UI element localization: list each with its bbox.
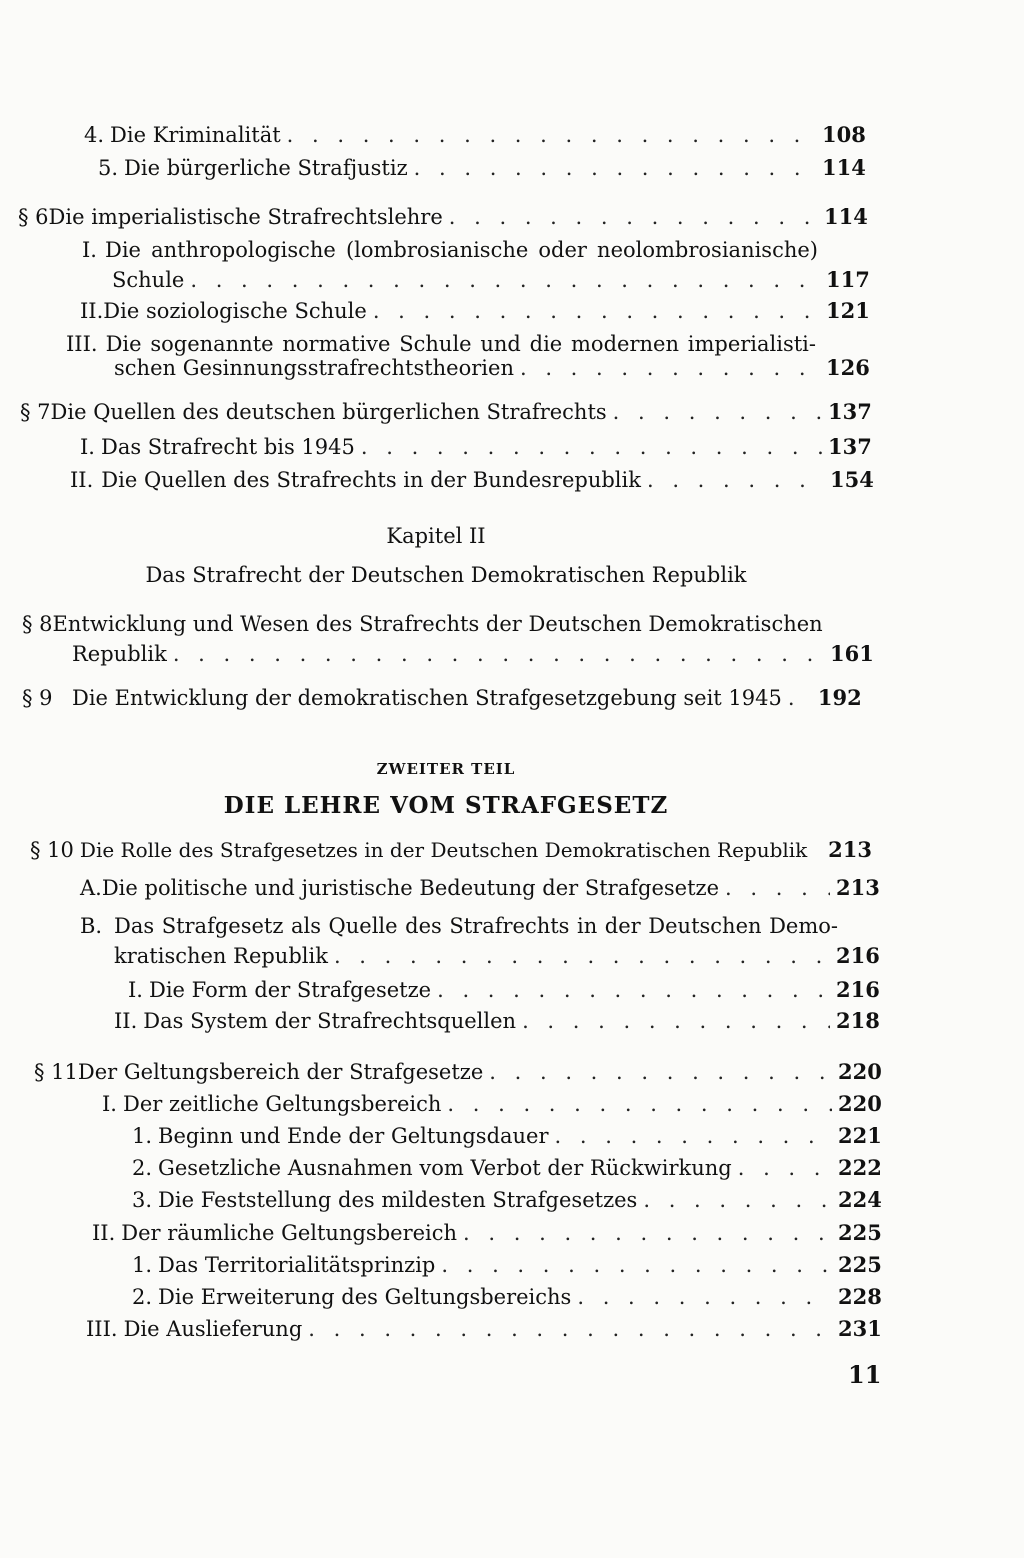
toc-entry bbox=[132, 1154, 882, 1182]
entry-number: A. bbox=[80, 876, 102, 900]
entry-title: Die Quellen des deutschen bürgerlichen Strafrechts bbox=[50, 400, 607, 424]
page-number: 213 bbox=[828, 837, 872, 862]
part-title: DIE LEHRE VOM STRAFGESETZ bbox=[223, 792, 669, 819]
toc-entry bbox=[92, 1219, 882, 1247]
leader-dots bbox=[308, 1315, 832, 1343]
entry-title: Die anthropologische (lombrosianische oder neolombrosianische) bbox=[104, 238, 818, 262]
entry-title: Der zeitliche Geltungsbereich bbox=[122, 1092, 442, 1116]
entry-title: schen Gesinnungsstrafrechtstheorien bbox=[114, 356, 514, 380]
page-number: 114 bbox=[824, 204, 868, 229]
page-number: 108 bbox=[822, 122, 866, 147]
leader-dots bbox=[173, 640, 824, 668]
toc-entry bbox=[132, 1251, 882, 1279]
entry-title: Die Erweiterung des Geltungsbereichs bbox=[158, 1285, 572, 1309]
leader-dots bbox=[437, 976, 830, 1004]
leader-dots bbox=[489, 1058, 832, 1086]
entry-number: I. bbox=[128, 978, 143, 1002]
entry-number: § 6 bbox=[18, 205, 49, 229]
chapter-label: Kapitel II bbox=[386, 524, 486, 548]
toc-entry bbox=[34, 1058, 882, 1086]
page-number: 126 bbox=[826, 355, 870, 380]
entry-number: III. bbox=[86, 1317, 118, 1341]
toc-entry-line1 bbox=[82, 236, 818, 264]
entry-number: 2. bbox=[132, 1285, 153, 1309]
entry-number: I. bbox=[102, 1092, 117, 1116]
chapter-title: Das Strafrecht der Deutschen Demokratischen Republik bbox=[145, 563, 747, 587]
leader-dots bbox=[788, 684, 812, 712]
toc-entry-line1 bbox=[80, 912, 838, 940]
page-number: 228 bbox=[838, 1284, 882, 1309]
entry-number: § 11 bbox=[34, 1060, 78, 1084]
entry-title: Die Quellen des Strafrechts in der Bundesrepublik bbox=[101, 468, 641, 492]
page-number: 225 bbox=[838, 1252, 882, 1277]
entry-title: Der Geltungsbereich der Strafgesetze bbox=[77, 1060, 484, 1084]
page-number: 114 bbox=[822, 155, 866, 180]
leader-dots bbox=[361, 433, 822, 461]
toc-entry bbox=[132, 1283, 882, 1311]
entry-title: Das Strafgesetz als Quelle des Strafrechts in der Deutschen Demo- bbox=[114, 914, 838, 938]
entry-title: Republik bbox=[72, 642, 167, 666]
entry-number: III. bbox=[66, 332, 98, 356]
entry-title: Der räumliche Geltungsbereich bbox=[121, 1221, 458, 1245]
toc-entry bbox=[80, 874, 880, 902]
entry-title: Die politische und juristische Bedeutung der Strafgesetze bbox=[101, 876, 720, 900]
entry-title: Die imperialistische Strafrechtslehre bbox=[48, 205, 443, 229]
page-number: 231 bbox=[838, 1316, 882, 1341]
leader-dots bbox=[555, 1122, 832, 1150]
leader-dots bbox=[738, 1154, 832, 1182]
page-number: 213 bbox=[836, 875, 880, 900]
leader-dots bbox=[190, 266, 820, 294]
page-number: 218 bbox=[836, 1008, 880, 1033]
entry-number: § 7 bbox=[20, 400, 51, 424]
entry-title: kratischen Republik bbox=[114, 944, 328, 968]
part-label: ZWEITER TEIL bbox=[376, 760, 516, 778]
toc-entry bbox=[132, 1186, 882, 1214]
toc-entry bbox=[20, 398, 872, 426]
toc-entry bbox=[86, 1315, 882, 1343]
leader-dots bbox=[522, 1007, 830, 1035]
page-number: 137 bbox=[828, 434, 872, 459]
leader-dots bbox=[441, 1251, 832, 1279]
toc-entry bbox=[102, 1090, 882, 1118]
page-number: 221 bbox=[838, 1123, 882, 1148]
page-number: 192 bbox=[817, 685, 862, 710]
page-number: 161 bbox=[830, 641, 874, 666]
entry-title: Das Territorialitätsprinzip bbox=[158, 1253, 436, 1277]
leader-dots bbox=[520, 354, 820, 382]
leader-dots bbox=[414, 154, 816, 182]
entry-number: § 8 bbox=[22, 612, 53, 636]
toc-entry bbox=[80, 433, 872, 461]
toc-entry bbox=[114, 354, 870, 382]
leader-dots bbox=[463, 1219, 832, 1247]
entry-title: Die Auslieferung bbox=[123, 1317, 303, 1341]
toc-entry bbox=[22, 684, 870, 712]
entry-number: § 10 bbox=[30, 838, 74, 862]
entry-number: 2. bbox=[132, 1156, 153, 1180]
entry-title: Die Rolle des Strafgesetzes in der Deutschen Demokratischen Republik bbox=[79, 838, 808, 862]
entry-title: Das System der Strafrechtsquellen bbox=[143, 1009, 517, 1033]
page-number: 220 bbox=[838, 1059, 882, 1084]
page-number: 222 bbox=[838, 1155, 882, 1180]
toc-entry bbox=[30, 836, 872, 864]
leader-dots bbox=[287, 121, 816, 149]
entry-title: Die Kriminalität bbox=[110, 123, 281, 147]
entry-title: Schule bbox=[112, 268, 185, 292]
toc-entry-line1 bbox=[22, 610, 822, 638]
page-number: 225 bbox=[838, 1220, 882, 1245]
leader-dots bbox=[613, 398, 822, 426]
toc-entry bbox=[80, 297, 870, 325]
entry-number: 1. bbox=[132, 1253, 153, 1277]
toc-entry bbox=[114, 1007, 880, 1035]
entry-title: Entwicklung und Wesen des Strafrechts der Deutschen Demokratischen bbox=[52, 612, 823, 636]
entry-number: B. bbox=[80, 914, 103, 938]
leader-dots bbox=[447, 1090, 832, 1118]
page-number: 154 bbox=[830, 467, 874, 492]
page-number: 224 bbox=[838, 1187, 882, 1212]
entry-title: Beginn und Ende der Geltungsdauer bbox=[158, 1124, 549, 1148]
entry-title: Das Strafrecht bis 1945 bbox=[100, 435, 355, 459]
entry-number: II. bbox=[70, 468, 94, 492]
leader-dots bbox=[577, 1283, 832, 1311]
toc-entry bbox=[128, 976, 880, 1004]
page-number: 216 bbox=[836, 977, 880, 1002]
entry-number: 1. bbox=[132, 1124, 153, 1148]
toc-entry bbox=[132, 1122, 882, 1150]
toc-entry bbox=[84, 121, 866, 149]
toc-entry bbox=[70, 466, 874, 494]
toc-entry bbox=[18, 203, 868, 231]
leader-dots bbox=[647, 466, 824, 494]
entry-number: II. bbox=[80, 299, 104, 323]
entry-title: Die Entwicklung der demokratischen Strafgesetzgebung seit 1945 bbox=[72, 686, 782, 710]
entry-title: Die sogenannte normative Schule und die modernen imperialisti- bbox=[105, 332, 816, 356]
page-number: 121 bbox=[826, 298, 870, 323]
toc-entry bbox=[72, 640, 874, 668]
page-number: 216 bbox=[836, 943, 880, 968]
toc-entry bbox=[114, 942, 880, 970]
page-number: 117 bbox=[826, 267, 870, 292]
page-number: 137 bbox=[828, 399, 872, 424]
leader-dots bbox=[449, 203, 818, 231]
entry-title: Die soziologische Schule bbox=[103, 299, 367, 323]
page-number: 220 bbox=[838, 1091, 882, 1116]
leader-dots bbox=[725, 874, 830, 902]
entry-number: § 9 bbox=[22, 686, 53, 710]
page-folio: 11 bbox=[848, 1360, 882, 1389]
entry-number: II. bbox=[92, 1221, 116, 1245]
entry-number: I. bbox=[82, 238, 97, 262]
leader-dots bbox=[334, 942, 830, 970]
entry-number: 5. bbox=[98, 156, 119, 180]
entry-title: Die Form der Strafgesetze bbox=[148, 978, 432, 1002]
entry-title: Die Feststellung des mildesten Strafgesetzes bbox=[158, 1188, 638, 1212]
entry-number: I. bbox=[80, 435, 95, 459]
entry-number: II. bbox=[114, 1009, 138, 1033]
entry-title: Gesetzliche Ausnahmen vom Verbot der Rückwirkung bbox=[158, 1156, 732, 1180]
entry-number: 4. bbox=[84, 123, 105, 147]
entry-title: Die bürgerliche Strafjustiz bbox=[124, 156, 408, 180]
entry-number: 3. bbox=[132, 1188, 153, 1212]
leader-dots bbox=[643, 1186, 832, 1214]
toc-entry bbox=[98, 154, 866, 182]
toc-entry bbox=[112, 266, 870, 294]
leader-dots bbox=[373, 297, 820, 325]
